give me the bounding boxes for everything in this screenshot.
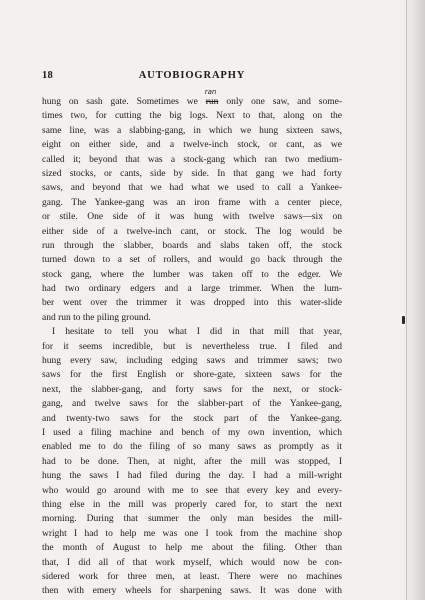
text-line: who would go around with me to see that every key and every- <box>42 485 342 496</box>
text-line: run through the slabber, boards and slabs taken off, the stock <box>42 240 342 251</box>
page-header <box>42 70 342 84</box>
text-line: saws, and beyond that we had what we used to call a Yankee- <box>42 183 342 194</box>
text-line: saws for the first English or shore-gate, sixteen saws for the <box>42 370 342 381</box>
text-line: had two ordinary edgers and a large trimmer. When the lum- <box>42 284 342 295</box>
text-line: had to be done. Then, at night, after the mill was stopped, I <box>42 456 342 467</box>
text-line: times two, for cutting the big logs. Next to that, along on the <box>42 111 342 122</box>
struck-word: run <box>205 97 219 107</box>
text-line: for it seems incredible, but is nevertheless true. I filed and <box>42 341 342 352</box>
running-head: AUTOBIOGRAPHY <box>138 70 246 81</box>
handwritten-insertion: ran <box>204 88 217 96</box>
text-line: wright I had to help me was one I took from the machine shop <box>42 528 342 539</box>
text-line: turned down to a set of rollers, and would go back through the <box>42 255 342 266</box>
text-line: and run to the piling ground. <box>42 312 151 323</box>
text-line: I hesitate to tell you what I did in that mill that year, <box>52 327 342 338</box>
text-line: sidered work for three men, at least. There were no machines <box>42 571 342 582</box>
text-line-1 <box>42 88 343 109</box>
text-line: stock gang, where the lumber was taken off to the edger. We <box>42 269 342 280</box>
text-lines <box>42 109 342 598</box>
text-line: ber went over the trimmer it was dropped into this water-slide <box>42 298 342 309</box>
text-line: next, the slabber-gang, and forty saws for the next, or stock- <box>42 384 342 395</box>
line1-before: hung on sash gate. Sometimes we <box>42 97 206 107</box>
text-line: then with emery wheels for sharpening saws. It was done with <box>42 586 342 597</box>
text-line: morning. During that summer the only man besides the mill- <box>42 514 342 525</box>
text-line: either side of a twelve-inch cant, or stock. The log would be <box>42 226 342 237</box>
text-line: thing else in the mill was properly cared for, to start the next <box>42 499 342 510</box>
line1-after: only one saw, and some- <box>218 97 343 107</box>
text-line: and twenty-two saws for the stock part of the Yankee-gang. <box>42 413 342 424</box>
text-line: hung every saw, including edging saws and trimmer saws; two <box>42 356 342 367</box>
handwritten-correction <box>204 88 219 109</box>
text-line: called it; beyond that was a stock-gang which ran two medium- <box>42 154 342 165</box>
text-line: hung the saws I had filed during the day. I had a mill-wright <box>42 471 342 482</box>
text-line: gang, and twelve saws for the slabber-part of the Yankee-gang, <box>42 399 342 410</box>
text-line: same line, was a slabbing-gang, in which we hung sixteen saws, <box>42 125 342 136</box>
body-text <box>42 88 343 599</box>
margin-mark <box>402 316 405 324</box>
text-line: that, I did all of that work myself, which would now be con- <box>42 557 342 568</box>
text-line: enabled me to do the filing of so many saws as promptly as it <box>42 442 342 453</box>
text-line: eight on either side, and a twelve-inch stock, or cant, as we <box>42 140 342 151</box>
text-line: sized stocks, or cants, side by side. In that gang we had forty <box>42 168 342 179</box>
page-edge-line <box>406 0 407 600</box>
text-line: gang. The Yankee-gang was an iron frame with a center piece, <box>42 197 342 208</box>
page-number: 18 <box>42 70 53 81</box>
text-line: or stile. One side of it was hung with twelve saws—six on <box>42 212 342 223</box>
text-line: I used a filing machine and bench of my own invention, which <box>42 427 342 438</box>
text-line: the month of August to help me about the filing. Other than <box>42 543 342 554</box>
